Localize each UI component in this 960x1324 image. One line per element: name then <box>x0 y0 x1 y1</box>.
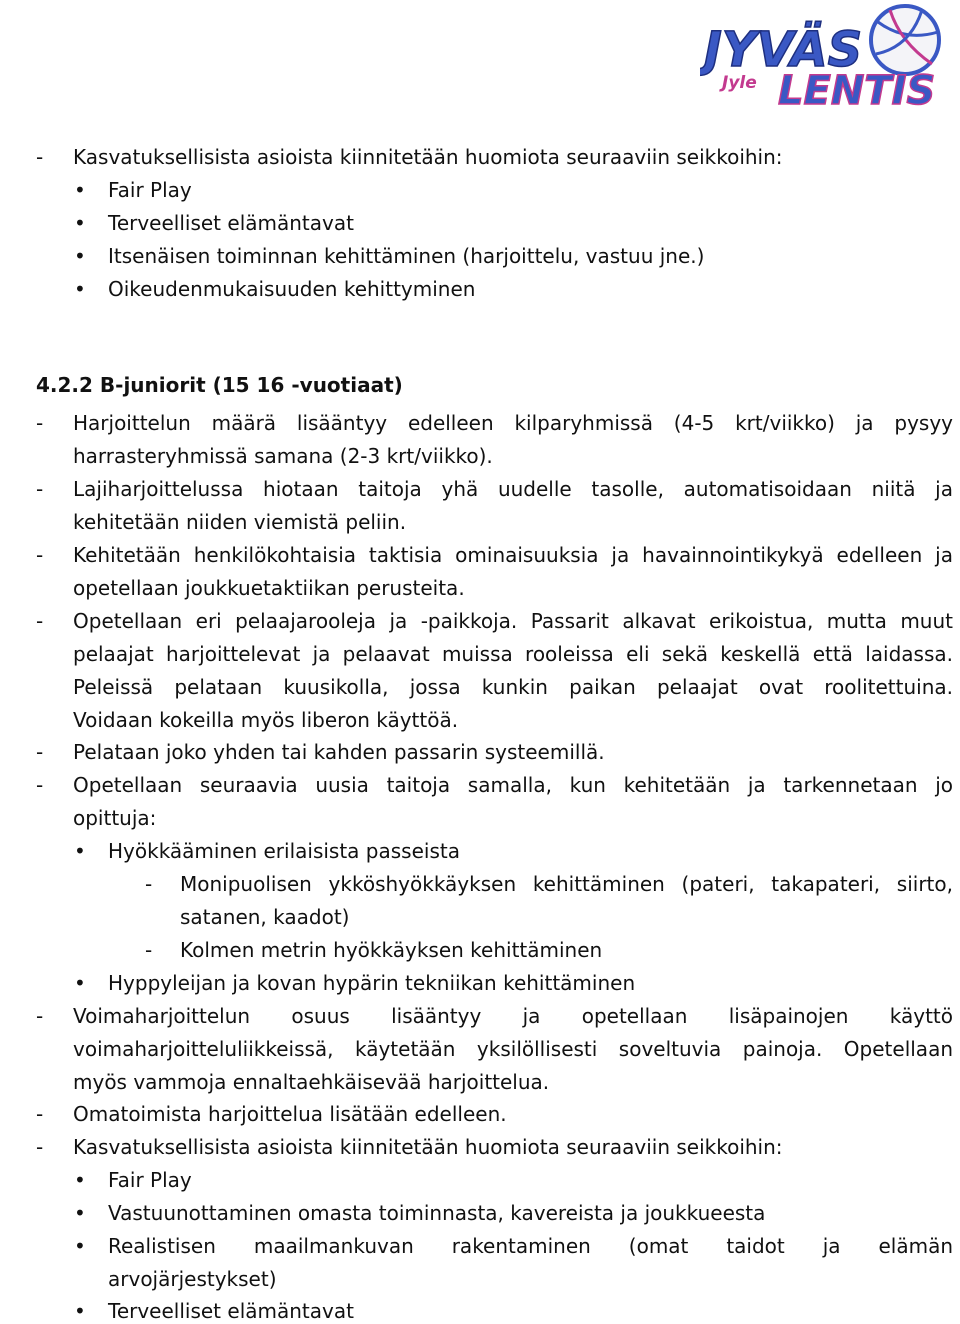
block1-item: Terveelliset elämäntavat <box>108 211 354 235</box>
paragraph-line: pelaajat harjoittelevat ja pelaavat muissa rooleissa eli sekä keskellä että laidassa. <box>73 642 953 666</box>
bullet-marker: • <box>74 211 86 235</box>
bullet-item: Fair Play <box>108 1168 192 1192</box>
dash-marker: - <box>36 773 44 797</box>
bullet-item-continued: arvojärjestykset) <box>108 1267 277 1291</box>
section-heading: 4.2.2 B-juniorit (15 16 -vuotiaat) <box>36 373 403 397</box>
logo-top-text: JYVÄS <box>704 22 863 78</box>
bullet-item: Vastuunottaminen omasta toiminnasta, kavereista ja joukkueesta <box>108 1201 766 1225</box>
block1-item: Fair Play <box>108 178 192 202</box>
dash-marker: - <box>36 145 44 169</box>
paragraph-line: Kehitetään henkilökohtaisia taktisia ominaisuuksia ja havainnointikykyä edelleen ja <box>73 543 953 567</box>
paragraph-line: Voimaharjoittelun osuus lisääntyy ja opetellaan lisäpainojen käyttö <box>73 1004 953 1028</box>
paragraph-line: Kasvatuksellisista asioista kiinnitetään huomiota seuraaviin seikkoihin: <box>73 1135 783 1159</box>
dash-marker: - <box>36 543 44 567</box>
bullet-marker: • <box>74 1201 86 1225</box>
jyvas-lentis-logo <box>700 2 952 110</box>
dash-marker: - <box>36 1102 44 1126</box>
bullet-marker: • <box>74 178 86 202</box>
dash-marker: - <box>36 477 44 501</box>
dash-marker: - <box>36 1004 44 1028</box>
logo-bottom-text: LENTIS <box>778 68 936 110</box>
paragraph-line: Lajiharjoittelussa hiotaan taitoja yhä uudelle tasolle, automatisoidaan niitä ja <box>73 477 953 501</box>
paragraph-line: voimaharjoitteluliikkeissä, käytetään yksilöllisesti soveltuvia painoja. Opetellaan <box>73 1037 953 1061</box>
dash-marker: - <box>36 411 44 435</box>
dash-marker: - <box>36 740 44 764</box>
paragraph-line: Opetellaan seuraavia uusia taitoja samalla, kun kehitetään ja tarkennetaan jo <box>73 773 953 797</box>
paragraph-line: Peleissä pelataan kuusikolla, jossa kunkin paikan pelaajat ovat roolitettuina. <box>73 675 953 699</box>
sub-item-line: satanen, kaadot) <box>180 905 350 929</box>
dash-marker: - <box>145 938 153 962</box>
bullet-item: Hyppyleijan ja kovan hypärin tekniikan kehittäminen <box>108 971 636 995</box>
bullet-marker: • <box>74 244 86 268</box>
bullet-marker: • <box>74 971 86 995</box>
bullet-marker: • <box>74 277 86 301</box>
block1-item: Itsenäisen toiminnan kehittäminen (harjoittelu, vastuu jne.) <box>108 244 705 268</box>
paragraph-line: Voidaan kokeilla myös liberon käyttöä. <box>73 708 459 732</box>
paragraph-line: Pelataan joko yhden tai kahden passarin systeemillä. <box>73 740 605 764</box>
bullet-marker: • <box>74 1234 86 1258</box>
paragraph-line: opetellaan joukkuetaktiikan perusteita. <box>73 576 465 600</box>
logo-middle-text: Jyle <box>722 73 757 93</box>
sub-item-line: Monipuolisen ykköshyökkäyksen kehittäminen (pateri, takapateri, siirto, <box>180 872 953 896</box>
bullet-item: Realistisen maailmankuvan rakentaminen (omat taidot ja elämän <box>108 1234 953 1258</box>
bullet-item: Hyökkääminen erilaisista passeista <box>108 839 460 863</box>
block1-item: Oikeudenmukaisuuden kehittyminen <box>108 277 476 301</box>
sub-item-line: Kolmen metrin hyökkäyksen kehittäminen <box>180 938 603 962</box>
paragraph-line: harrasteryhmissä samana (2-3 krt/viikko). <box>73 444 493 468</box>
paragraph-line: Omatoimista harjoittelua lisätään edelleen. <box>73 1102 507 1126</box>
bullet-marker: • <box>74 839 86 863</box>
paragraph-line: myös vammoja ennaltaehkäisevää harjoittelua. <box>73 1070 550 1094</box>
dash-marker: - <box>145 872 153 896</box>
paragraph-line: Harjoittelun määrä lisääntyy edelleen kilparyhmissä (4-5 krt/viikko) ja pysyy <box>73 411 953 435</box>
dash-marker: - <box>36 609 44 633</box>
paragraph-line: kehitetään niiden viemistä peliin. <box>73 510 407 534</box>
paragraph-line: opittuja: <box>73 806 157 830</box>
paragraph-line: Opetellaan eri pelaajarooleja ja -paikkoja. Passarit alkavat erikoistua, mutta muut <box>73 609 953 633</box>
block1-intro: Kasvatuksellisista asioista kiinnitetään huomiota seuraaviin seikkoihin: <box>73 145 783 169</box>
dash-marker: - <box>36 1135 44 1159</box>
bullet-item: Terveelliset elämäntavat <box>108 1299 354 1323</box>
bullet-marker: • <box>74 1299 86 1323</box>
bullet-marker: • <box>74 1168 86 1192</box>
volleyball-icon <box>871 6 939 74</box>
